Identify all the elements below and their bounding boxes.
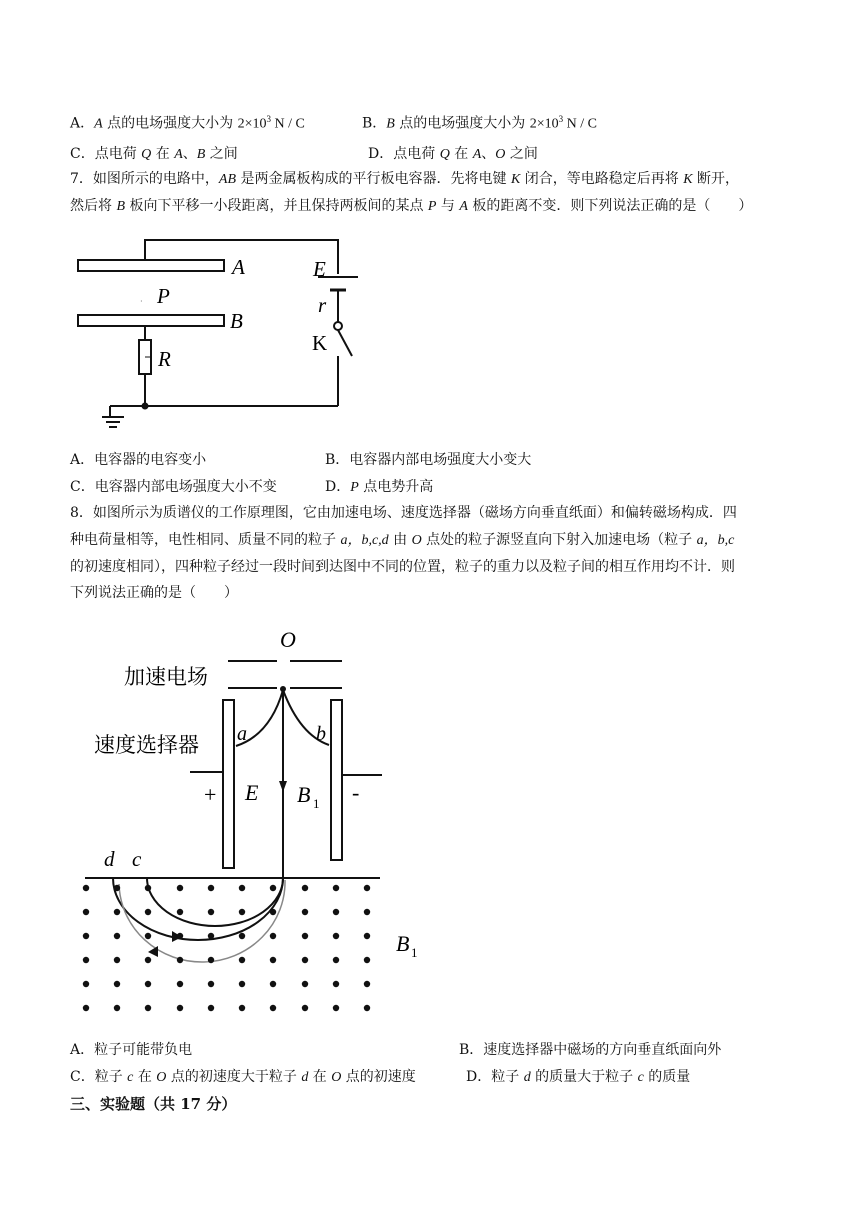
field-dot: [302, 981, 308, 987]
field-dot: [270, 957, 276, 963]
field-dot: [239, 933, 245, 939]
q7-stem-line2: 然后将 B 板向下平移一小段距离，并且保持两板间的某点 P 与 A 板的距离不变．则下列说法正确的是（ ）: [70, 198, 753, 214]
label-velocity-selector: 速度选择器: [94, 733, 199, 757]
label-b1-deflection: B: [396, 931, 410, 956]
label-a: A: [232, 255, 245, 279]
field-dot: [114, 981, 120, 987]
label-e-field: E: [245, 780, 259, 805]
q6-option-c: C．点电荷 Q 在 A、B 之间: [70, 146, 238, 162]
q7-option-a: A．电容器的电容变小: [70, 452, 207, 468]
field-dot: [177, 933, 183, 939]
label-r-internal: r: [318, 293, 327, 317]
q6-option-b: B．B 点的电场强度大小为 $2\times 10^3$ N / C: [362, 114, 598, 132]
field-dot: [239, 909, 245, 915]
field-dot: [208, 933, 214, 939]
label-b-particle: b: [316, 723, 326, 745]
q7-option-c: C．电容器内部电场强度大小不变: [70, 479, 277, 495]
field-dot: [302, 933, 308, 939]
field-dot: [208, 981, 214, 987]
field-dot: [239, 885, 245, 891]
section-heading: 三、实验题（共 17 分）: [70, 1095, 237, 1113]
field-dot: [114, 909, 120, 915]
field-dot: [302, 1005, 308, 1011]
field-dot: [208, 1005, 214, 1011]
label-c: c: [132, 847, 142, 871]
label-minus: -: [352, 780, 360, 805]
field-dot: [114, 1005, 120, 1011]
q8-option-c: C．粒子 c 在 O 点的初速度大于粒子 d 在 O 点的初速度: [70, 1069, 416, 1085]
field-dot: [177, 909, 183, 915]
field-dot: [114, 957, 120, 963]
selector-plate-left: [223, 700, 234, 868]
field-dot: [83, 957, 89, 963]
svg-text:1: 1: [313, 796, 320, 811]
q8-stem-line1: 8．如图所示为质谱仪的工作原理图，它由加速电场、速度选择器（磁场方向垂直纸面）和偏转磁场构成．四: [70, 505, 737, 521]
field-dot: [302, 885, 308, 891]
q8-option-b: B．速度选择器中磁场的方向垂直纸面向外: [459, 1042, 722, 1058]
field-dot: [270, 981, 276, 987]
q8-option-d: D．粒子 d 的质量大于粒子 c 的质量: [466, 1069, 691, 1085]
label-k: K: [312, 331, 328, 355]
field-dot: [114, 933, 120, 939]
field-dot: [145, 885, 151, 891]
field-dot: [177, 885, 183, 891]
label-e: E: [313, 257, 326, 281]
label-r: R: [158, 347, 171, 371]
label-d: d: [104, 847, 115, 871]
field-dot: [145, 909, 151, 915]
field-dot: [333, 885, 339, 891]
q8-stem-line4: 下列说法正确的是（ ）: [70, 585, 238, 601]
field-dot: [145, 933, 151, 939]
svg-text:1: 1: [411, 945, 418, 960]
field-dot: [145, 957, 151, 963]
field-dot: [270, 1005, 276, 1011]
svg-text:·: ·: [140, 297, 143, 306]
field-dot: [364, 957, 370, 963]
field-dot: [114, 885, 120, 891]
field-dot: [177, 1005, 183, 1011]
field-dot: [145, 981, 151, 987]
field-dot: [83, 933, 89, 939]
field-dot: [177, 981, 183, 987]
field-dot: [208, 957, 214, 963]
label-p: P: [157, 284, 170, 308]
q7-option-b: B．电容器内部电场强度大小变大: [325, 452, 532, 468]
q7-stem-line1: 7．如图所示的电路中，AB 是两金属板构成的平行板电容器．先将电键 K 闭合，等电路稳定后再将 K 断开，: [70, 171, 739, 187]
q8-option-a: A．粒子可能带负电: [70, 1042, 193, 1058]
field-dot: [270, 885, 276, 891]
label-b: B: [230, 309, 243, 333]
field-dot: [270, 909, 276, 915]
field-dot: [239, 1005, 245, 1011]
field-dot: [177, 957, 183, 963]
q8-stem-line3: 的初速度相同），四种粒子经过一段时间到达图中不同的位置，粒子的重力以及粒子间的相互作用均不计．则: [70, 559, 735, 575]
field-dot: [208, 909, 214, 915]
field-dot: [302, 909, 308, 915]
field-dot: [364, 933, 370, 939]
field-dot: [364, 885, 370, 891]
field-dot: [83, 885, 89, 891]
q6-option-a: A．A 点的电场强度大小为 $2\times 10^3$ N / C: [70, 114, 305, 132]
field-dot: [333, 909, 339, 915]
label-b1-selector: B: [297, 782, 311, 807]
field-dot: [270, 933, 276, 939]
q8-stem-line2: 种电荷量相等，电性相同、质量不同的粒子 a，b,c,d 由 O 点处的粒子源竖直向下射入加速电场（粒子 a，b,c: [70, 532, 735, 548]
field-dot: [333, 933, 339, 939]
q6-option-d: D．点电荷 Q 在 A、O 之间: [368, 146, 538, 162]
label-o: O: [280, 627, 296, 652]
field-dot: [83, 981, 89, 987]
field-dot: [239, 981, 245, 987]
field-dot: [364, 909, 370, 915]
label-plus: +: [204, 782, 217, 807]
field-dot: [83, 909, 89, 915]
field-dot: [208, 885, 214, 891]
field-dot: [333, 957, 339, 963]
q7-option-d: D．P 点电势升高: [325, 479, 434, 495]
label-a-particle: a: [237, 723, 247, 745]
selector-plate-right: [331, 700, 342, 860]
field-dot: [145, 1005, 151, 1011]
field-dot: [364, 981, 370, 987]
field-dot: [364, 1005, 370, 1011]
label-accel-field: 加速电场: [124, 665, 208, 689]
field-dot: [239, 957, 245, 963]
field-dot: [333, 981, 339, 987]
field-dot: [302, 957, 308, 963]
field-dot: [83, 1005, 89, 1011]
field-dot: [333, 1005, 339, 1011]
